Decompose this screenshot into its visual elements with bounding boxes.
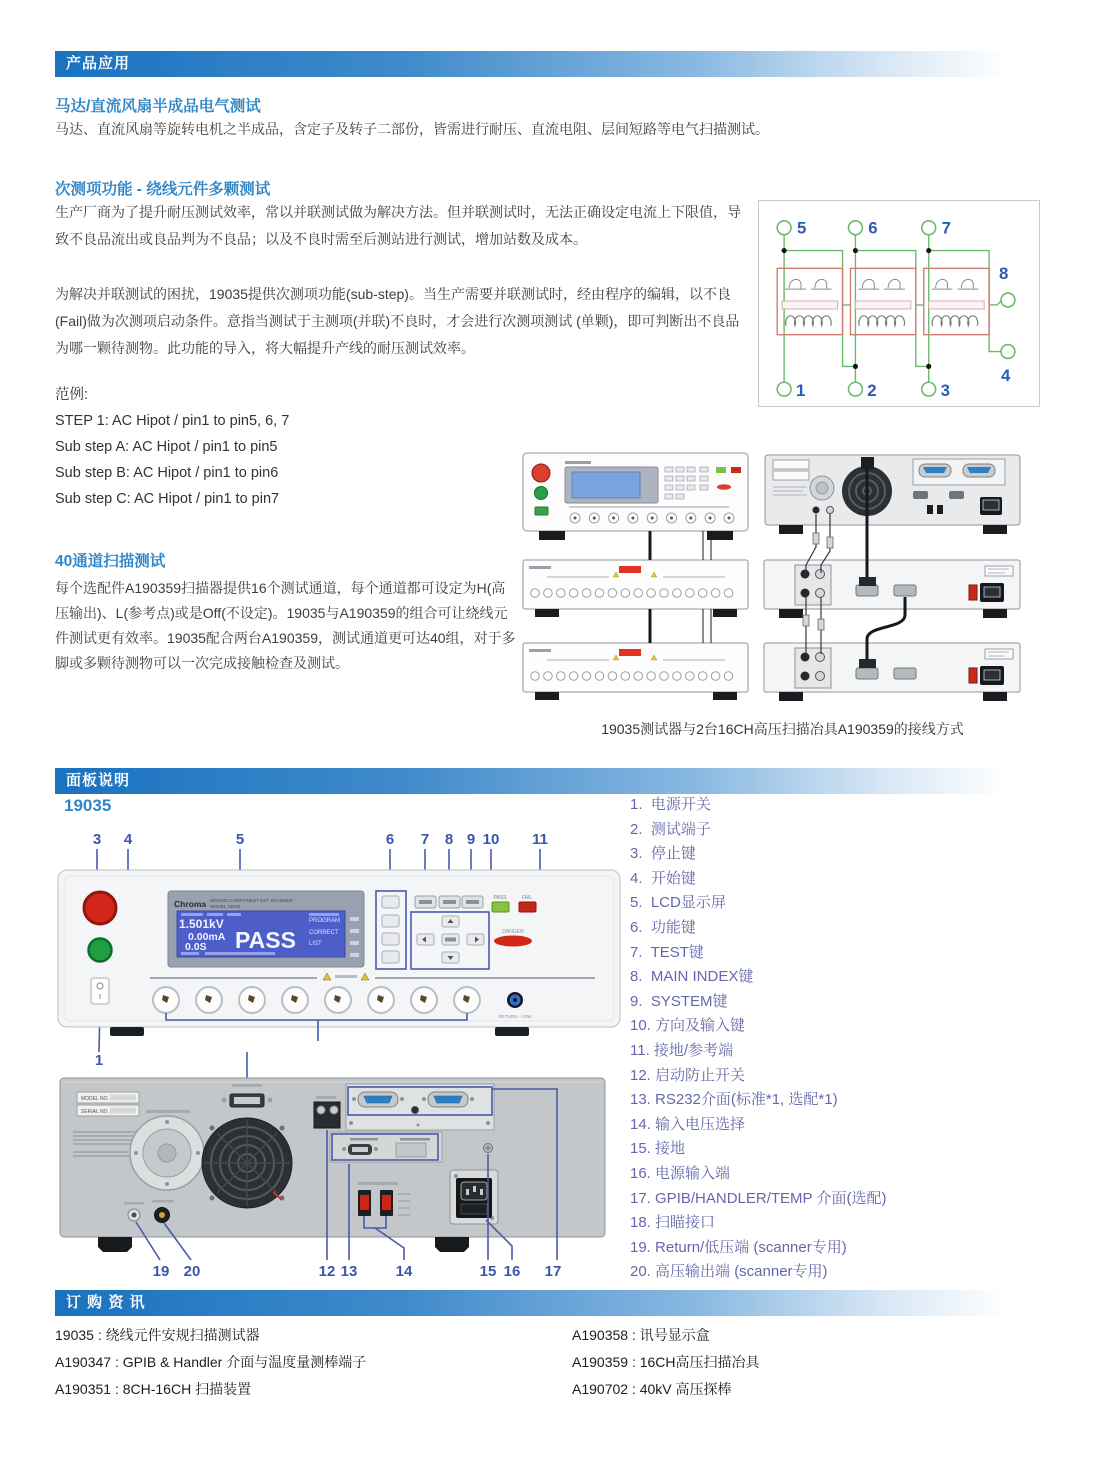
callout-10: 10 [482,831,500,848]
brand-logo: Chroma [174,899,207,909]
callout-8: 8 [444,831,454,848]
pin-3-label: 3 [940,381,950,401]
list-item: 20. 高压输出端 (scanner专用) [630,1263,828,1281]
wound-component-circuit-diagram [758,200,1040,407]
panel-model-label: 19035 [64,796,112,815]
pass-indicator [492,902,509,912]
list-item: 4. 开始键 [630,869,696,887]
subsection-title-40ch: 40通道扫描测试 [55,553,166,570]
transformer-unit-2 [850,268,915,334]
list-item: 9. SYSTEM键 [630,992,728,1010]
pass-indicator-label: PASS [493,895,507,901]
danger-indicator [494,936,532,947]
front-panel-illustration [55,828,630,1068]
paragraph-substep-2: 为解决并联测试的困扰，19035提供次测项功能(sub-step)。当生产需要并联测试时，经由程序的编辑，以不良(Fail)做为次测项启动条件。意指当测试于主测项(并联)不良时，才会进行次测项测试 (单颗)，即可判断出不良品为哪一颗待测物。此功能的导入，将大幅提升产线的耐压测试效率。 [55,286,740,356]
example-block [55,382,289,512]
list-item: 2. 测试端子 [630,820,711,838]
pin-8-label: 8 [999,264,1009,284]
callout-20: 20 [183,1263,201,1280]
list-item: 18. 扫瞄接口 [630,1214,716,1232]
fail-indicator [519,902,536,912]
section-header-product-application [55,51,1048,77]
callout-14: 14 [395,1263,413,1280]
order-item: A190359 : 16CH高压扫描冶具 [572,1354,760,1370]
callout-6: 6 [385,831,395,848]
paragraph-40ch: 每个选配件A190359扫描器提供16个测试通道，每个通道都可设定为H(高压输出)、L(参考点)或是Off(不设定)。19035与A190359的组合可让绕线元件测试更有效率。19035配合两台A190359，测试通道更可达40组，对于多脚或多颗待测物可以一次完成接触检查及测试。 [55,580,516,671]
list-item: 7. TEST键 [630,943,704,961]
order-item: A190351 : 8CH-16CH 扫描装置 [55,1381,252,1397]
scanner-rear-view-2 [764,643,1020,701]
example-substep-c: Sub step C: AC Hipot / pin1 to pin7 [55,491,280,507]
lcd-menu-program: PROGRAM [309,918,341,924]
list-item: 3. 停止键 [630,845,696,863]
fail-indicator-label: FAIL [521,895,533,901]
lcd-time: 0.0S [185,941,207,953]
order-item: 19035 : 绕线元件安规扫描测试器 [55,1327,260,1343]
danger-indicator-label: DANGER [502,929,524,935]
rear-panel-illustration [58,1052,615,1285]
section-header-panel [55,768,1048,794]
stop-button [84,892,116,924]
start-button [89,939,112,962]
pin-7-label: 7 [941,218,951,238]
subsection-title-motor-fan: 马达/直流风扇半成品电气测试 [55,98,261,115]
cooling-fan [202,1118,292,1208]
example-step: STEP 1: AC Hipot / pin1 to pin5, 6, 7 [55,413,290,429]
ac-power-inlet [450,1170,498,1224]
callout-17: 17 [544,1263,562,1280]
lcd-display [168,891,364,967]
scanner-front-view-2 [523,643,748,700]
return-low-label: RETURN - LOW [498,1014,532,1019]
order-item: A190347 : GPIB & Handler 介面与温度量测棒端子 [55,1354,367,1370]
ground-screw [484,1144,493,1153]
menu-keys [415,896,483,908]
paragraph-motor-fan: 马达、直流风扇等旋转电机之半成品，含定子及转子二部份，皆需进行耐压、直流电阻、层间短路等电气扫描测试。 [55,121,769,137]
panel-item-list [630,793,886,1285]
lcd-model: MODEL 19035 [210,904,241,909]
paragraph-substep-1: 生产厂商为了提升耐压测试效率，常以并联测试做为解决方法。但并联测试时，无法正确设定电流上下限值，导致不良品流出或良品判为不良品；以及不良时需至后测站进行测试，增加站数及成本。 [55,204,741,247]
scanner-rear-view-1 [764,560,1020,618]
subsection-title-substep: 次测项功能 - 绕线元件多颗测试 [55,181,271,198]
list-item: 1. 电源开关 [630,796,711,813]
scanner-front-view-1 [523,560,748,617]
section-header-label: 面板说明 [66,772,131,789]
list-item: 16. 电源输入端 [630,1164,731,1182]
order-item: A190358 : 讯号显示盒 [572,1327,710,1343]
callout-11: 11 [532,831,548,848]
lcd-result: PASS [235,927,296,953]
callout-3: 3 [92,831,102,848]
callout-9: 9 [466,831,476,848]
example-substep-b: Sub step B: AC Hipot / pin1 to pin6 [55,465,279,481]
callout-19: 19 [152,1263,170,1280]
model-no-label: MODEL NO. [81,1096,109,1102]
power-switch [91,978,109,1004]
order-item: A190702 : 40kV 高压探棒 [572,1381,732,1397]
lcd-menu-correct: CORRECT [309,930,339,936]
callout-13: 13 [340,1263,358,1280]
section-header-label: 产品应用 [66,55,131,72]
callout-7: 7 [420,831,430,848]
list-item: 8. MAIN INDEX键 [630,968,754,986]
list-item: 10. 方向及输入键 [630,1017,746,1035]
list-item: 6. 功能键 [630,918,696,936]
list-item: 13. RS232介面(标准*1, 选配*1) [630,1091,838,1109]
example-label: 范例: [55,387,89,403]
lcd-current: 0.00mA [188,931,226,943]
list-item: 15. 接地 [630,1140,686,1158]
connection-diagram-caption: 19035测试器与2台16CH高压扫描冶具A190359的接线方式 [601,721,964,737]
list-item: 12. 启动防止开关 [630,1066,746,1084]
lcd-voltage: 1.501kV [179,917,224,931]
connection-diagram [517,447,1048,707]
pin-1-label: 1 [796,381,806,401]
transformer-unit-3 [924,268,989,334]
list-item: 11. 接地/参考端 [630,1041,734,1059]
list-item: 17. GPIB/HANDLER/TEMP 介面(选配) [630,1189,887,1207]
list-item: 19. Return/低压端 (scanner专用) [630,1238,847,1256]
list-item: 14. 输入电压选择 [630,1115,746,1133]
tester-front-view [523,453,748,540]
callout-16: 16 [503,1263,521,1280]
transformer-unit-1 [777,268,842,334]
pin-4-label: 4 [1001,366,1011,386]
gpib-interface [346,1084,494,1130]
serial-no-label: SERIAL NO. [81,1109,109,1115]
pin-5-label: 5 [796,218,807,238]
tester-rear-view [765,455,1020,534]
list-item: 5. LCD显示屏 [630,894,726,912]
callout-5: 5 [235,831,245,848]
lcd-title: WOUND COMPONENT EST SCANNER [210,898,293,903]
circuit-svg [759,201,1039,406]
section-header-ordering [55,1290,1048,1316]
pin-2-label: 2 [867,381,877,401]
callout-1: 1 [94,1052,104,1068]
pin-6-label: 6 [868,218,878,238]
rs232-interface [330,1132,442,1162]
section-header-label: 订 购 资 讯 [66,1294,146,1311]
callout-15: 15 [479,1263,497,1280]
callout-4: 4 [123,831,133,848]
callout-12: 12 [318,1263,336,1280]
example-substep-a: Sub step A: AC Hipot / pin1 to pin5 [55,439,278,455]
lcd-menu-list: LIST [309,941,322,947]
